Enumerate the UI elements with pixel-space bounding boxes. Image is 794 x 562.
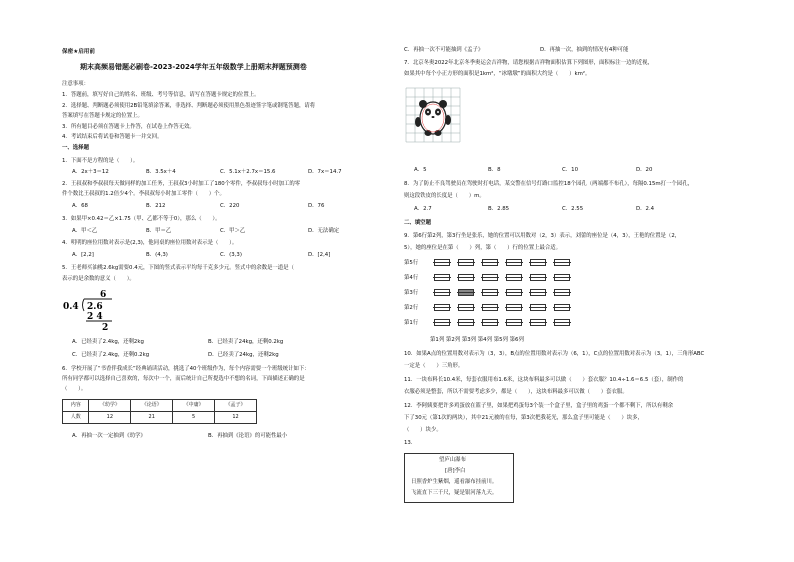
option[interactable]: A．5 xyxy=(414,167,427,173)
question-9: 9．第6行第2列，第3行坐是张乐，她的位置可以用数对（2，3）表示，刘蕾的座位是（4，3），王艳的位置是（2， xyxy=(404,233,681,239)
question-13: 13. xyxy=(404,440,413,446)
seat xyxy=(554,289,570,296)
option[interactable]: C．220 xyxy=(220,203,240,209)
question-10: 10．如果A点的位置用数对表示为（3，3），B点的位置用数对表示为（6，1），C点的位置用数对表示为（3，1），三角形ABC xyxy=(404,351,705,357)
seat xyxy=(434,289,450,296)
seat xyxy=(530,304,546,311)
question-4: 4．明明的座位用数对表示是(2,3)，他同桌的座位用数对表示是（ ）。 xyxy=(62,240,238,246)
question-11-cont: 衣服必须是整套，所以不需要考虑多少，都是（ ），这块布料最多可以做（ ）套衣服。 xyxy=(404,389,628,395)
note-item: 答案填写在答题卡规定的位置上。 xyxy=(62,113,143,119)
option[interactable]: D．再抽一次，抽到的情况有4种可能 xyxy=(540,47,629,53)
option[interactable]: B．甲＝乙 xyxy=(146,228,172,234)
panda-icon xyxy=(415,100,451,136)
poem-line: 日照香炉生紫烟，遥看瀑布挂前川。 xyxy=(411,479,498,485)
option[interactable]: B．再抽到《论语》的可能性最小 xyxy=(208,433,288,439)
seat xyxy=(482,274,498,281)
seat xyxy=(434,319,450,326)
note-item: 4．考试结束后将试卷和答题卡一并交回。 xyxy=(62,134,163,140)
seat-grid xyxy=(430,257,580,335)
table-cell: 21 xyxy=(131,412,173,424)
seat xyxy=(554,274,570,281)
question-3: 3．如果甲×0.42＝乙×1.75（甲、乙都不等于0），那么（ ）。 xyxy=(62,216,221,222)
table-cell: 5 xyxy=(173,412,215,424)
seat xyxy=(458,304,474,311)
seat xyxy=(458,274,474,281)
seat xyxy=(530,289,546,296)
option[interactable]: C．10 xyxy=(562,167,579,173)
seat xyxy=(554,319,570,326)
question-8: 8．为了防止不良驾驶员在驾驶时打电话，某交警在信号灯路口监控18个园孔（两端都不布孔），每隔0.15m打一个园孔， xyxy=(404,181,693,187)
quotient: 6 xyxy=(100,290,107,300)
seat xyxy=(554,259,570,266)
question-10-cont: 一定是（ ）三角形。 xyxy=(404,363,464,369)
seat xyxy=(458,319,474,326)
question-5-cont: 表示的是余数的意义（ ）。 xyxy=(62,276,135,282)
row-label: 第4行 xyxy=(404,275,419,281)
option[interactable]: B．3.5x＋4 xyxy=(146,169,176,175)
dividend: 2.6 xyxy=(87,302,103,312)
question-12-cont: （ ）块少。 xyxy=(404,427,442,433)
poem-line: 飞流直下三千尺，疑是银河落九天。 xyxy=(411,490,498,496)
question-2-cont: 件个数比王叔叔的1.2倍少4个。李叔叔每小时加工零件（ ）个。 xyxy=(62,191,225,197)
option[interactable]: C．2.55 xyxy=(562,206,584,212)
table-cell: 《孟子》 xyxy=(215,400,257,412)
seat xyxy=(530,319,546,326)
option[interactable]: D．2.4 xyxy=(636,206,655,212)
poem-author: [唐]李白 xyxy=(445,468,466,474)
question-11: 11．一块布料长10.4米，每套衣服用布1.6米，这块布料最多可以做（ ）套衣服？10.4÷1.6＝6.5（套），制作的 xyxy=(404,377,684,383)
secret-label: 保密★启用前 xyxy=(62,49,95,55)
question-5: 5．王老师买油桃2.6kg需要0.4元，下图的竖式表示平均每千克多少元。竖式中的余数是一道是（ xyxy=(62,265,294,271)
poem-title: 望庐山瀑布 xyxy=(439,457,466,463)
option[interactable]: C．已经卖了2.4kg，还剩0.2kg xyxy=(72,352,150,358)
option[interactable]: B．已经卖了24kg，还剩0.2kg xyxy=(208,339,284,345)
question-6-cont: （ ）。 xyxy=(62,386,87,392)
exam-title: 期末高频易错题必刷卷-2023-2024学年五年级数学上册期末押题预测卷 xyxy=(80,63,307,71)
row-label: 第3行 xyxy=(404,290,419,296)
question-7: 7．北京冬奥2022年北京冬季奥运会吉祥物，请您根据吉祥物面积估算下列图形，面积标注一边的近视， xyxy=(404,60,653,66)
question-8-cont: 则这段铁皮的长度是（ ）m。 xyxy=(404,193,485,199)
question-12: 12．李阿姨要把许多鸡蛋放在篮子里，如果把鸡蛋每3个装一个盒子里，盒子里的鸡蛋一个都不剩下，所以有剩余 xyxy=(404,403,674,409)
divisor: 0.4 xyxy=(63,302,79,312)
seat-highlighted xyxy=(458,289,474,296)
seat xyxy=(434,304,450,311)
option[interactable]: D．76 xyxy=(308,203,325,209)
table-cell: 《中庸》 xyxy=(173,400,215,412)
seat xyxy=(434,259,450,266)
question-12-cont: 下了30元（第1次的两块），其中21元被的在每，第3次把我花光，那么盒子里可能是（ ）块多， xyxy=(404,415,643,421)
question-7-cont: 如果其中每个小正方形的面积是1km²，“冰墩墩”的面积大约是（ ）km²。 xyxy=(404,71,591,77)
option[interactable]: D．7x＝14.7 xyxy=(308,169,342,175)
poem-box xyxy=(404,453,514,503)
table-cell: 12 xyxy=(215,412,257,424)
row-label: 第5行 xyxy=(404,260,419,266)
seat xyxy=(434,274,450,281)
option[interactable]: D．20 xyxy=(636,167,653,173)
option[interactable]: C．甲＞乙 xyxy=(220,228,246,234)
option[interactable]: C．(3,3) xyxy=(220,252,242,258)
section-heading: 二、填空题 xyxy=(404,220,431,226)
row-label: 第2行 xyxy=(404,305,419,311)
table-cell: 人数 xyxy=(63,412,89,424)
table-row xyxy=(63,412,257,424)
seat xyxy=(506,304,522,311)
option[interactable]: C．再抽一次不可能抽到《孟子》 xyxy=(404,47,484,53)
section-heading: 一、选择题 xyxy=(62,145,89,151)
long-division-figure xyxy=(62,288,122,334)
column-labels: 第1列 第2列 第3列 第4列 第5列 第6列 xyxy=(430,337,524,343)
table-cell: 12 xyxy=(89,412,131,424)
seat xyxy=(506,289,522,296)
seat xyxy=(482,304,498,311)
table-cell: 《幼学》 xyxy=(89,400,131,412)
seat xyxy=(554,304,570,311)
option[interactable]: A．2x＋3＝12 xyxy=(72,169,109,175)
seat xyxy=(482,289,498,296)
question-9-cont: 5），她的座位是在第（ ）列，第（ ）行的位置上最合适。 xyxy=(404,245,562,251)
note-item: 3．所有题目必须在答题卡上作答，在试卷上作答无效。 xyxy=(62,124,195,130)
seat xyxy=(482,319,498,326)
note-item: 2．选择题、判断题必须使用2B铅笔填涂答案，非选择、判断题必须使用黑色墨迹签字笔或钢笔答题，请将 xyxy=(62,103,316,109)
option[interactable]: D．[2,4] xyxy=(308,252,331,258)
option[interactable]: B．8 xyxy=(488,167,501,173)
option[interactable]: D．无法确定 xyxy=(308,228,340,234)
option[interactable]: A．已经卖了2.4kg，还剩2kg xyxy=(72,339,144,345)
table-cell: 内容 xyxy=(63,400,89,412)
row-label: 第1行 xyxy=(404,320,419,326)
option[interactable]: B．212 xyxy=(146,203,166,209)
remainder: 2 xyxy=(102,323,109,333)
option[interactable]: A．甲＜乙 xyxy=(72,228,98,234)
question-6-cont: 所有同学都可以选择自己喜欢的，每次中一个，而后统计自己所提选中不想的名词，下面描述正确的是 xyxy=(62,376,305,382)
product: 2 4 xyxy=(87,312,103,322)
notes-heading: 注意事项： xyxy=(62,81,89,87)
seat xyxy=(482,259,498,266)
option[interactable]: B．2.85 xyxy=(488,206,510,212)
option[interactable]: B．(4,3) xyxy=(146,252,168,258)
reading-table xyxy=(62,399,257,424)
option[interactable]: A．68 xyxy=(72,203,88,209)
question-6: 6．学校开展了“书香伴我成长”经典诵读活动，挑选了40个班级作为，每个内容需要一个班级统计如下： xyxy=(62,366,310,372)
seat xyxy=(530,274,546,281)
seat xyxy=(506,319,522,326)
panda-grid-figure xyxy=(404,86,462,148)
seat xyxy=(506,274,522,281)
table-cell: 《论语》 xyxy=(131,400,173,412)
option[interactable]: A．[2,2] xyxy=(72,252,94,258)
seat xyxy=(530,259,546,266)
seat xyxy=(506,259,522,266)
seat xyxy=(458,259,474,266)
option[interactable]: A．再抽一次一定抽到《幼学》 xyxy=(72,433,146,439)
option[interactable]: C．5.1x＋2.7x＝15.6 xyxy=(220,169,276,175)
note-item: 1．答题前，填写好自己的姓名、班级、考号等信息，请写在答题卡规定的位置上。 xyxy=(62,92,260,98)
question-1: 1．下面不是方程的是（ ）。 xyxy=(62,158,139,164)
option[interactable]: D．已经卖了24kg，还剩2kg xyxy=(208,352,279,358)
question-2: 2．王叔叔和李叔叔每天做同样的加工任务，王叔叔3小时加工了180个零件，李叔叔每小时加工的零 xyxy=(62,181,301,187)
table-row xyxy=(63,400,257,412)
option[interactable]: A．2.7 xyxy=(414,206,432,212)
